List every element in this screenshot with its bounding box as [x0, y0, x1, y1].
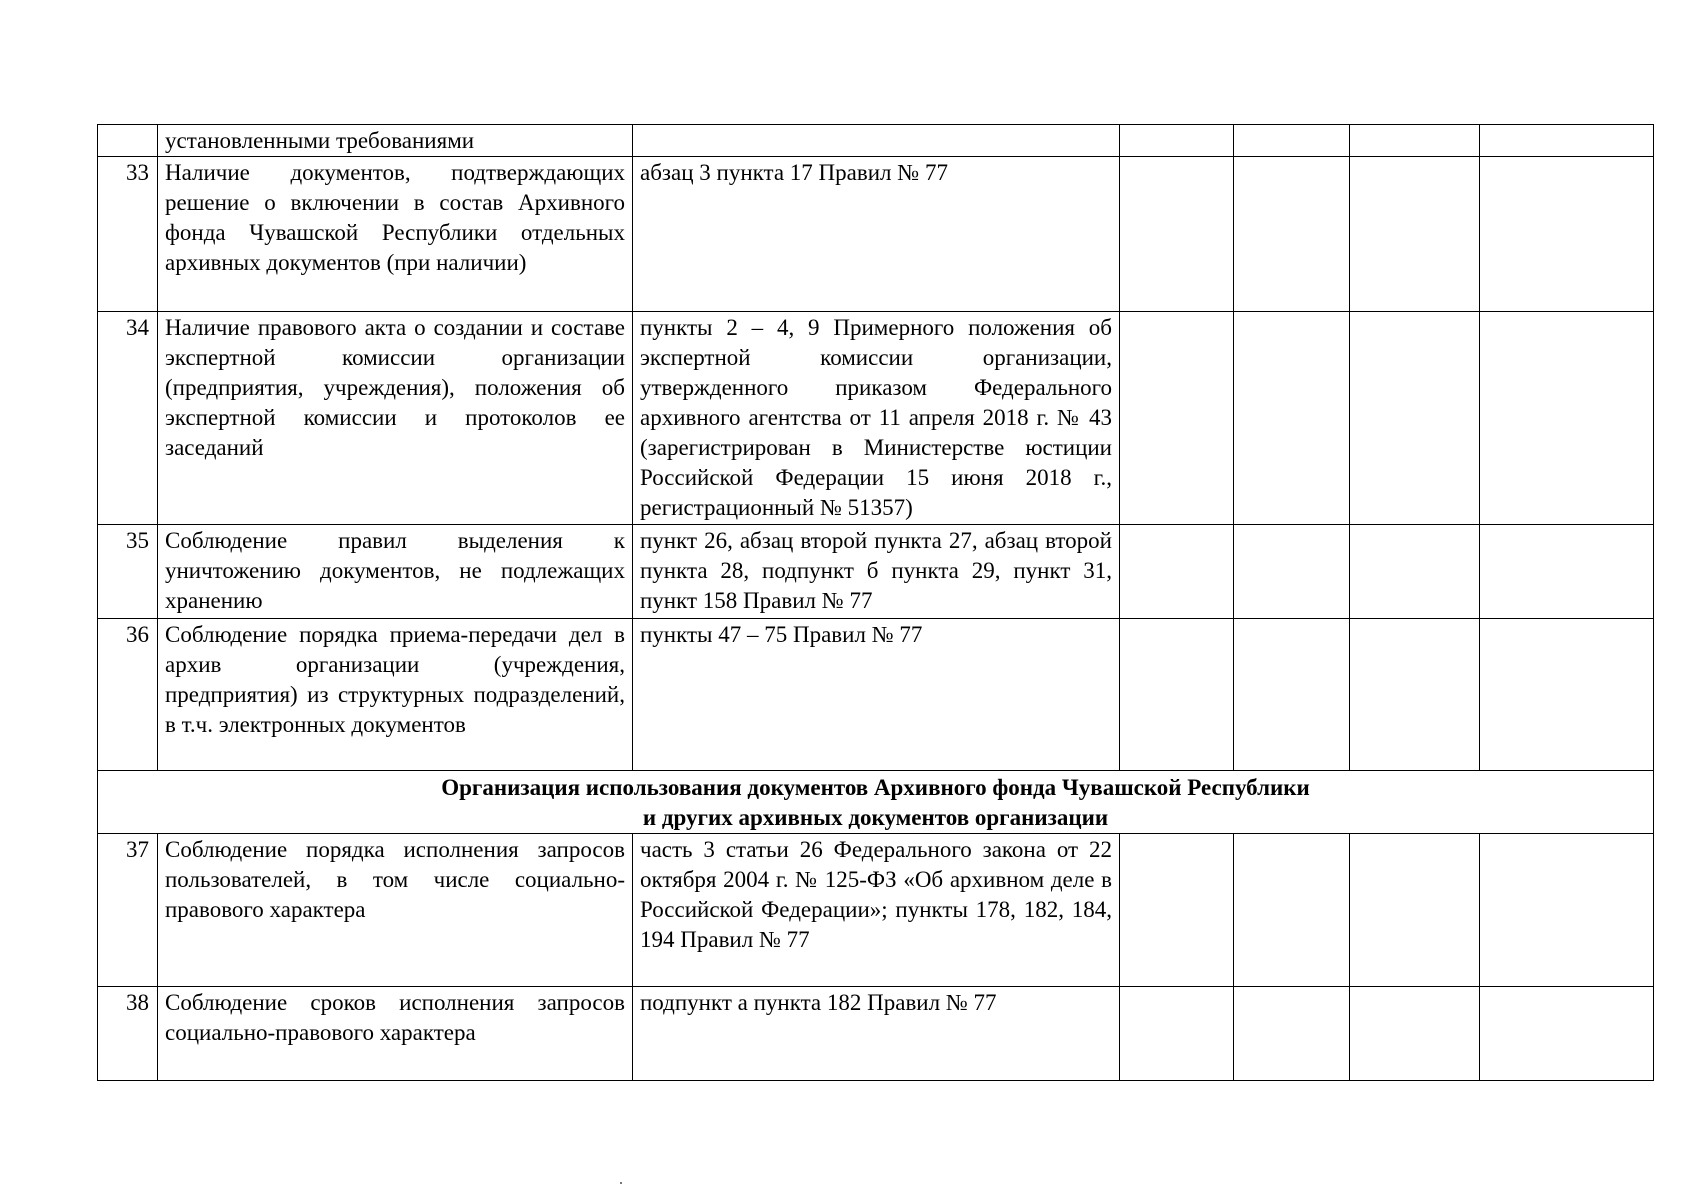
reference-cell: часть 3 статьи 26 Федерального закона от 22 октября 2004 г. № 125-ФЗ «Об архивном деле в Российской Федерации»; пункты 178, 182, 184, 194 Правил № 77	[633, 834, 1120, 987]
table-row	[98, 619, 1654, 771]
empty-cell	[1480, 834, 1654, 987]
row-number-cell: 33	[98, 157, 158, 312]
empty-cell	[1350, 619, 1480, 771]
reference-cell: абзац 3 пункта 17 Правил № 77	[633, 157, 1120, 312]
reference-cell: пункты 2 – 4, 9 Примерного положения об экспертной комиссии организации, утвержденного приказом Федерального архивного агентства от 11 апреля 2018 г. № 43 (зарегистрирован в Министерстве юстиции Российской Федерации 15 июня 2018 г., регистрационный № 51357)	[633, 312, 1120, 525]
empty-cell	[1480, 312, 1654, 525]
reference-cell: подпункт а пункта 182 Правил № 77	[633, 987, 1120, 1081]
reference-cell	[633, 125, 1120, 157]
table-row	[98, 525, 1654, 619]
empty-cell	[1120, 125, 1234, 157]
table-row	[98, 987, 1654, 1081]
empty-cell	[1234, 125, 1350, 157]
empty-cell	[1480, 125, 1654, 157]
empty-cell	[1120, 619, 1234, 771]
empty-cell	[1480, 987, 1654, 1081]
empty-cell	[1350, 125, 1480, 157]
checklist-table	[97, 124, 1654, 1081]
empty-cell	[1234, 834, 1350, 987]
row-number-cell: 34	[98, 312, 158, 525]
empty-cell	[1234, 312, 1350, 525]
table-row-continuation	[98, 125, 1654, 157]
empty-cell	[1350, 157, 1480, 312]
reference-cell: пункты 47 – 75 Правил № 77	[633, 619, 1120, 771]
section-header	[98, 771, 1654, 834]
requirement-cell: Соблюдение сроков исполнения запросов социально-правового характера	[158, 987, 633, 1081]
empty-cell	[1120, 987, 1234, 1081]
empty-cell	[1120, 834, 1234, 987]
empty-cell	[1120, 157, 1234, 312]
empty-cell	[1480, 619, 1654, 771]
empty-cell	[1350, 987, 1480, 1081]
empty-cell	[1350, 834, 1480, 987]
section-header-line: Организация использования документов Архивного фонда Чувашской Республики	[441, 775, 1310, 800]
requirement-cell: установленными требованиями	[158, 125, 633, 157]
empty-cell	[1234, 157, 1350, 312]
empty-cell	[1480, 157, 1654, 312]
empty-cell	[1120, 525, 1234, 619]
table-row	[98, 157, 1654, 312]
empty-cell	[1350, 525, 1480, 619]
empty-cell	[1480, 525, 1654, 619]
section-header-line: и других архивных документов организации	[642, 805, 1109, 830]
table-row	[98, 834, 1654, 987]
row-number-cell	[98, 125, 158, 157]
empty-cell	[1234, 619, 1350, 771]
row-number-cell: 35	[98, 525, 158, 619]
section-header-row	[98, 771, 1654, 834]
row-number-cell: 36	[98, 619, 158, 771]
requirement-cell: Соблюдение порядка исполнения запросов пользователей, в том числе социально-правового характера	[158, 834, 633, 987]
reference-cell: пункт 26, абзац второй пункта 27, абзац второй пункта 28, подпункт б пункта 29, пункт 31, пункт 158 Правил № 77	[633, 525, 1120, 619]
table-row	[98, 312, 1654, 525]
empty-cell	[1234, 987, 1350, 1081]
row-number-cell: 38	[98, 987, 158, 1081]
empty-cell	[1234, 525, 1350, 619]
scan-speck	[620, 1182, 622, 1184]
requirement-cell: Соблюдение порядка приема-передачи дел в архив организации (учреждения, предприятия) из структурных подразделений, в т.ч. электронных документов	[158, 619, 633, 771]
empty-cell	[1120, 312, 1234, 525]
requirement-cell: Соблюдение правил выделения к уничтожению документов, не подлежащих хранению	[158, 525, 633, 619]
requirement-cell: Наличие документов, подтверждающих решение о включении в состав Архивного фонда Чувашской Республики отдельных архивных документов (при наличии)	[158, 157, 633, 312]
empty-cell	[1350, 312, 1480, 525]
row-number-cell: 37	[98, 834, 158, 987]
requirement-cell: Наличие правового акта о создании и составе экспертной комиссии организации (предприятия, учреждения), положения об экспертной комиссии и протоколов ее заседаний	[158, 312, 633, 525]
